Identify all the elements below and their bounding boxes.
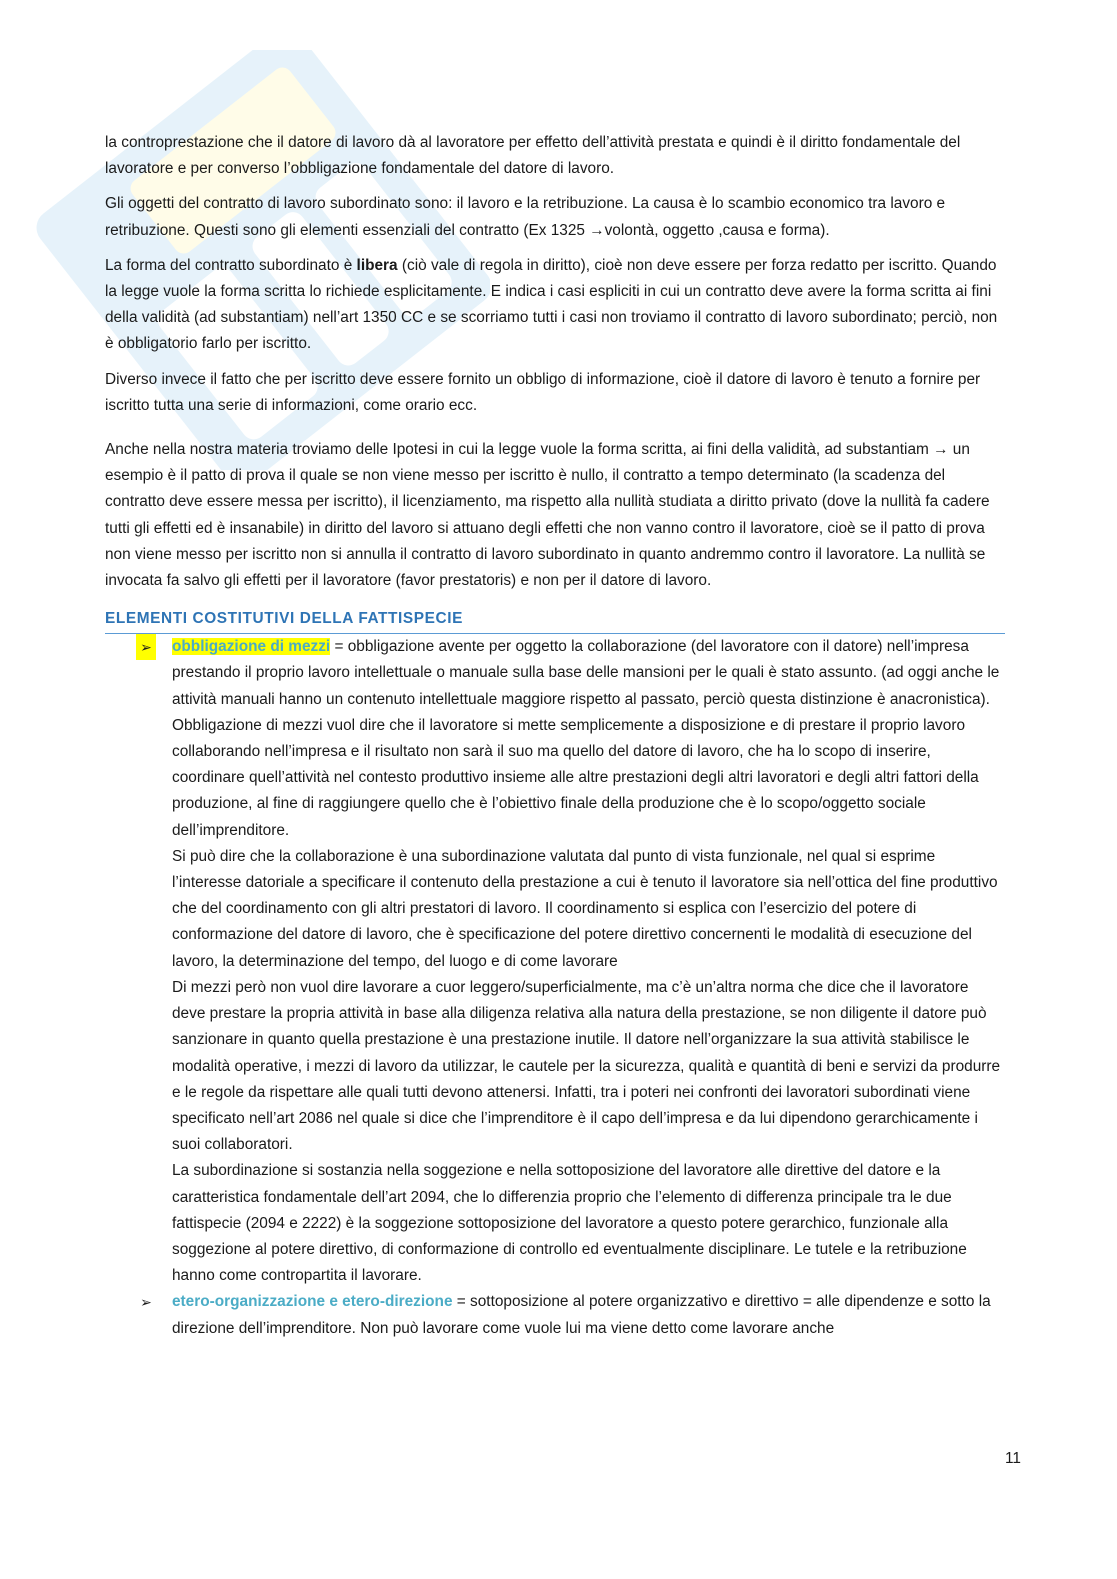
paragraph-1: la controprestazione che il datore di lavoro dà al lavoratore per effetto dell’attività prestata e quindi è il diritto fondamentale del lavoratore e per converso l’obbligazione fondamentale del datore di lavoro. (105, 134, 961, 178)
section-heading: ELEMENTI COSTITUTIVI DELLA FATTISPECIE (105, 606, 1005, 634)
bullet-subpara-3: Di mezzi però non vuol dire lavorare a cuor leggero/superficialmente, ma c’è un’altra norma che dice che il lavoratore deve prestare la propria attività in base alla diligenza relativa alla natura della prestazione, se non diligente il datore può sanzionare in quanto quella prestazione è una prestazione inutile. Il datore nell’organizzare la sua attività stabilisce le modalità operative, i mezzi di lavoro da utilizzar, le cautele per la sicurezza, qualità e quantità di beni e servizi da produrre e le regole da rispettare alle quali tutti devono attenersi. Infatti, tra i poteri nei confronti dei lavoratori subordinati viene specificato nell’art 2086 nel quale si dice che l’imprenditore è il capo dell’impresa e da lui dipendono gerarchicamente i suoi collaboratori. (172, 978, 1001, 1154)
bullet-arrow-icon: ➢ (140, 1294, 152, 1311)
paragraph-4: Diverso invece il fatto che per iscritto deve essere fornito un obbligo di informazione, cioè il datore di lavoro è tenuto a fornire per iscritto tutta una serie di informazioni, come orario ecc. (105, 370, 981, 414)
bullet-term: obbligazione di mezzi (172, 638, 331, 656)
bullet-arrow-icon: ➢ (136, 634, 156, 660)
bullet-item-obbligazione-di-mezzi (105, 634, 1005, 1289)
paragraph-5: Anche nella nostra materia troviamo delle Ipotesi in cui la legge vuole la forma scritta, ai fini della validità, ad substantiam → un esempio è il patto di prova il quale se non viene messo per iscritto è nullo, il contratto a tempo determinato (la scadenza del contratto deve essere messa per iscritto), il licenziamento, ma rispetto alla nullità studiata a diritto privato (dove la nullità fa cadere tutti gli effetti ed è insanabile) in diritto del lavoro si attuano degli effetti che non vanno contro il lavoratore, cioè se il patto di prova non viene messo per iscritto non si annulla il contratto di lavoro subordinato in quanto andremmo contro il lavoratore. La nullità se invocata fa salvo gli effetti per il lavoratore (favor prestatoris) e non per il datore di lavoro. (105, 441, 990, 590)
bullet-subpara-1: Obbligazione di mezzi vuol dire che il lavoratore si mette semplicemente a disposizione e di prestare il proprio lavoro collaborando nell’impresa e il risultato non sarà il suo ma quello del datore di lavoro, che ha lo scopo di inserire, coordinare quell’attività nel contesto produttivo insieme alle altre prestazioni degli altri lavoratori e degli altri fattori della produzione, al fine di raggiungere quello che è l’obiettivo finale della produzione che è lo scopo/oggetto sociale dell’imprenditore. (172, 716, 979, 839)
bullet-intro: = sottoposizione al potere organizzativo e direttivo = alle dipendenze e sotto la direzione dell’imprenditore. Non può lavorare come vuole lui ma viene detto come lavorare anche (172, 1293, 991, 1337)
bullet-term: etero-organizzazione e etero-direzione (172, 1293, 453, 1311)
paragraph-3-before: La forma del contratto subordinato è (105, 256, 357, 274)
document-page (105, 130, 1005, 1342)
paragraph-2: Gli oggetti del contratto di lavoro subordinato sono: il lavoro e la retribuzione. La causa è lo scambio economico tra lavoro e retribuzione. Questi sono gli elementi essenziali del contratto (Ex 1325 →volontà, oggetto ,causa e forma). (105, 195, 946, 239)
paragraph-3-after: (ciò vale di regola in diritto), cioè non deve essere per forza redatto per iscritto. Quando la legge vuole la forma scritta lo richiede esplicitamente. E indica i casi espliciti in cui un contratto deve avere la forma scritta ai fini della validità (ad substantiam) nell’art 1350 CC e se scorriamo tutti i casi non troviamo il contratto di lavoro subordinato; perciò, non è obbligatorio farlo per iscritto. (105, 256, 998, 353)
bullet-intro: = obbligazione avente per oggetto la collaborazione (del lavoratore con il datore) nell’impresa prestando il proprio lavoro intellettuale o manuale sulla base delle mansioni per le quali è stato assunto. (ad oggi anche le attività manuali hanno un contenuto intellettuale maggiore rispetto al passato, perciò questa distinzione è anacronistica). (172, 638, 1000, 708)
paragraph-3-bold: libera (356, 256, 398, 274)
bullet-item-etero-organizzazione (105, 1289, 1005, 1341)
paragraph-3 (105, 253, 1005, 358)
bullet-list (105, 634, 1005, 1341)
bullet-subpara-4: La subordinazione si sostanzia nella soggezione e nella sottoposizione del lavoratore alle direttive del datore e la caratteristica fondamentale dell’art 2094, che lo differenzia proprio che l’elemento di differenza principale tra le due fattispecie (2094 e 2222) è la soggezione sottoposizione del lavoratore a questo potere gerarchico, funzionale alla soggezione al potere direttivo, di conformazione di controllo ed eventualmente disciplinare. Le tutele e la retribuzione hanno come contropartita il lavorare. (172, 1162, 967, 1285)
page-number: 11 (1005, 1450, 1021, 1467)
bullet-subpara-2: Si può dire che la collaborazione è una subordinazione valutata dal punto di vista funzionale, nel qual si esprime l’interesse datoriale a specificare il contenuto della prestazione a cui è tenuto il lavoratore sia nell’ottica del fine produttivo che del coordinamento con gli altri prestatori di lavoro. Il coordinamento si esplica con l’esercizio del potere di conformazione del datore di lavoro, che è specificazione del potere direttivo concernenti le modalità di esecuzione del lavoro, la determinazione del tempo, del luogo e di come lavorare (172, 847, 998, 970)
